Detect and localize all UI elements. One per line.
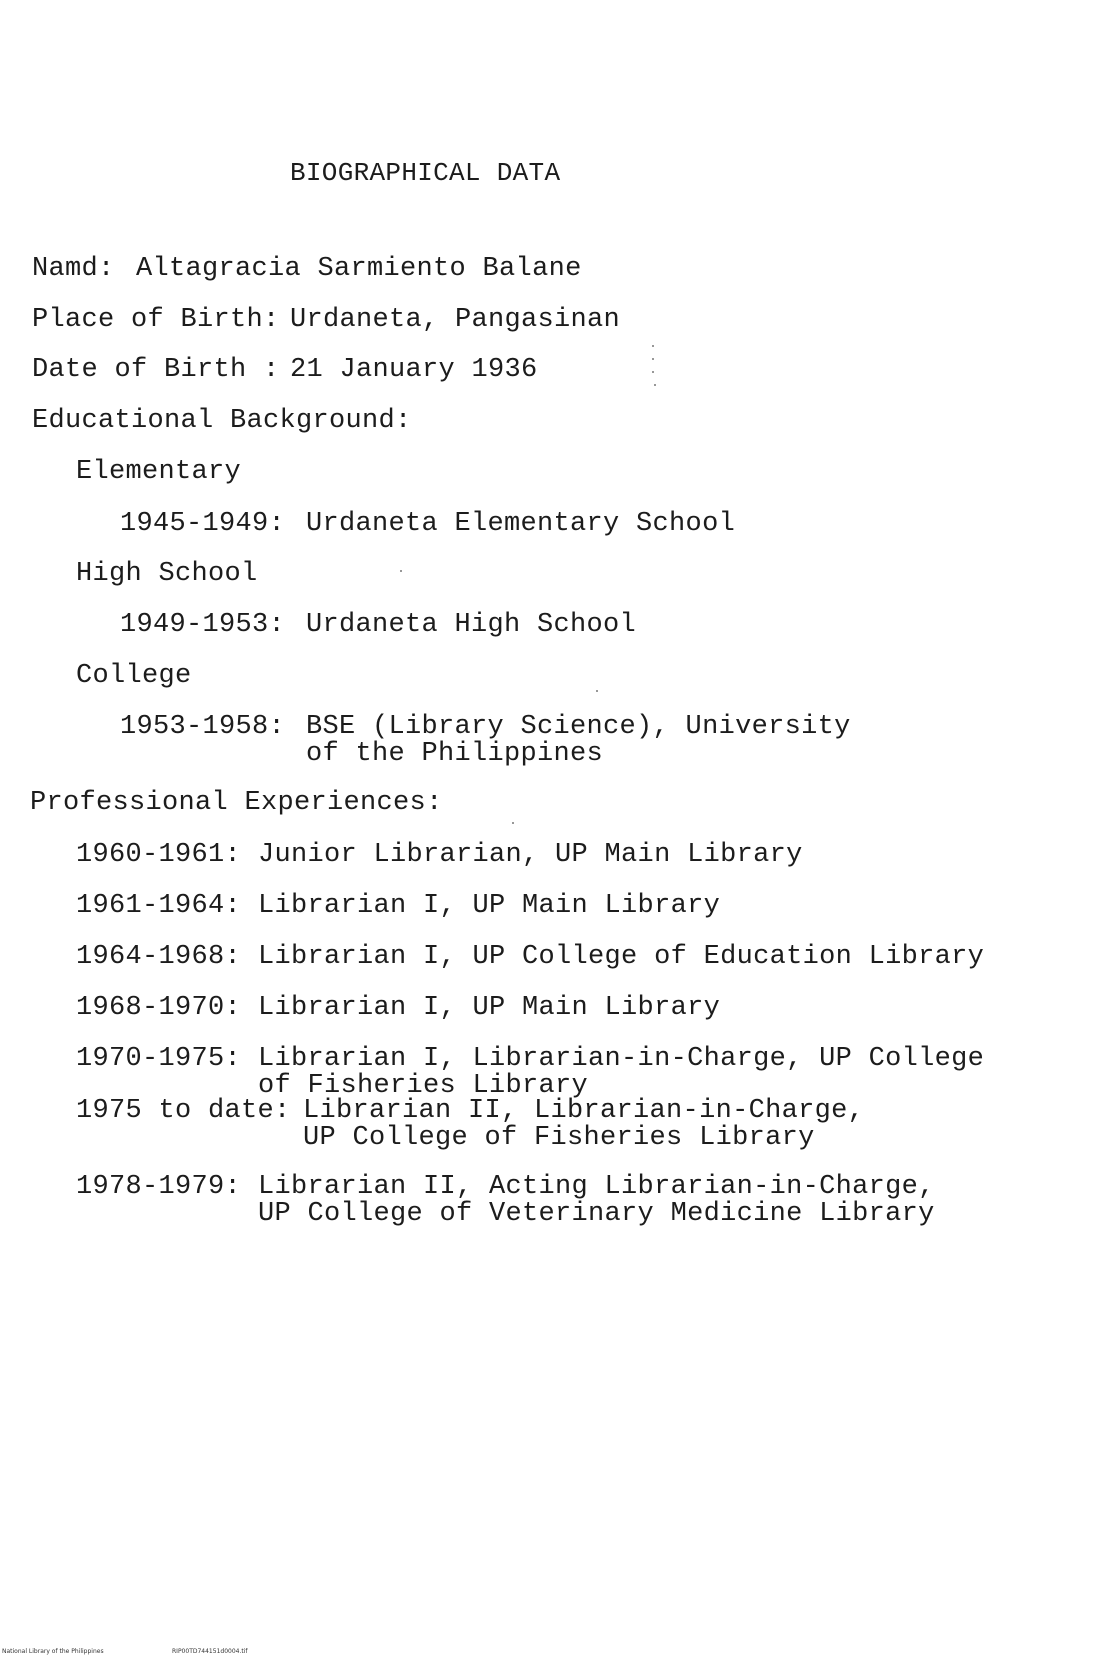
education-heading: Educational Background: (32, 406, 412, 436)
place-of-birth-value: Urdaneta, Pangasinan (290, 305, 621, 335)
experience-position-2: Librarian I, UP Main Library (258, 891, 721, 921)
scan-speck (512, 822, 514, 824)
experience-years-6: 1975 to date: (76, 1096, 291, 1126)
date-of-birth-label: Date of Birth : (32, 355, 280, 385)
name-label: Namd: (32, 254, 115, 284)
scan-speck (652, 371, 654, 373)
scan-speck (652, 358, 654, 360)
education-school-college: BSE (Library Science), University of the Philippines (306, 712, 851, 769)
experience-years-4: 1968-1970: (76, 993, 242, 1023)
education-school-elementary: Urdaneta Elementary School (306, 509, 736, 539)
education-years-high-school: 1949-1953: (120, 610, 286, 640)
experience-position-3: Librarian I, UP College of Education Library (258, 942, 985, 972)
footer-source: National Library of the Philippines (2, 1648, 104, 1655)
experience-years-3: 1964-1968: (76, 942, 242, 972)
page-title: BIOGRAPHICAL DATA (290, 158, 561, 188)
name-value: Altagracia Sarmiento Balane (136, 254, 582, 284)
scan-speck (596, 690, 598, 692)
experience-position-4: Librarian I, UP Main Library (258, 993, 721, 1023)
education-level-college: College (76, 661, 192, 691)
place-of-birth-label: Place of Birth: (32, 305, 280, 335)
education-years-elementary: 1945-1949: (120, 509, 286, 539)
footer-file-id: RIP00TD744151d0004.tif (172, 1648, 248, 1655)
experience-position-5: Librarian I, Librarian-in-Charge, UP College of Fisheries Library (258, 1044, 985, 1101)
experience-years-7: 1978-1979: (76, 1172, 242, 1202)
education-level-elementary: Elementary (76, 457, 242, 487)
education-level-high-school: High School (76, 559, 258, 589)
scan-speck (654, 384, 656, 386)
experience-position-7: Librarian II, Acting Librarian-in-Charge, UP College of Veterinary Medicine Library (258, 1172, 935, 1229)
experience-years-5: 1970-1975: (76, 1044, 242, 1074)
experience-years-2: 1961-1964: (76, 891, 242, 921)
education-years-college: 1953-1958: (120, 712, 286, 742)
experience-years-1: 1960-1961: (76, 840, 242, 870)
experience-position-6: Librarian II, Librarian-in-Charge, UP College of Fisheries Library (303, 1096, 865, 1153)
scan-speck (652, 345, 654, 347)
experience-position-1: Junior Librarian, UP Main Library (258, 840, 803, 870)
scan-speck (400, 570, 402, 572)
date-of-birth-value: 21 January 1936 (290, 355, 538, 385)
education-school-high-school: Urdaneta High School (306, 610, 637, 640)
experience-heading: Professional Experiences: (30, 788, 443, 818)
